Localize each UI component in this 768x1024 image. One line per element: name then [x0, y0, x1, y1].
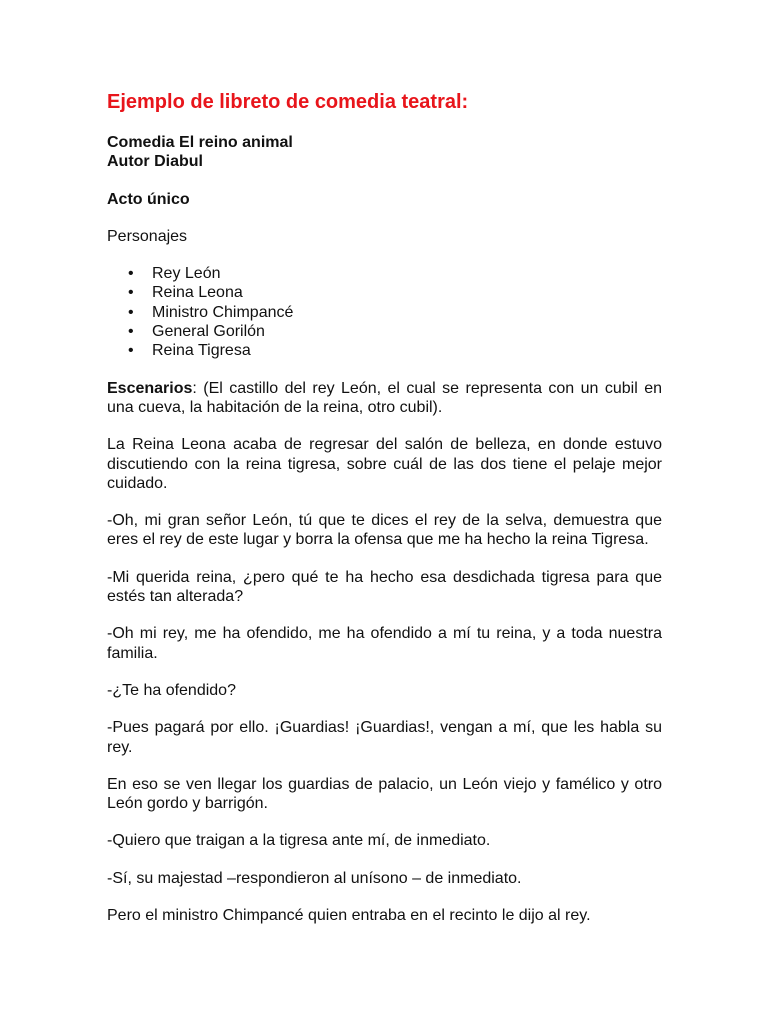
- author-line: Autor Diabul: [107, 153, 203, 171]
- body-paragraph: Pero el ministro Chimpancé quien entraba en el recinto le dijo al rey.: [107, 907, 591, 925]
- body-paragraph: -Mi querida reina, ¿pero qué te ha hecho esa desdichada tigresa para que estés tan alterada?: [107, 568, 662, 606]
- body-paragraph: -Oh, mi gran señor León, tú que te dices el rey de la selva, demuestra que eres el rey de este lugar y borra la ofensa que me ha hecho la reina Tigresa.: [107, 512, 662, 549]
- bullet-icon: •: [128, 303, 134, 321]
- document-page: [107, 90, 662, 943]
- title-block: [107, 133, 662, 172]
- character-name: Ministro Chimpancé: [152, 303, 294, 321]
- body-paragraph: -Quiero que traigan a la tigresa ante mí, de inmediato.: [107, 832, 491, 850]
- bullet-icon: •: [128, 284, 134, 302]
- document-title: Ejemplo de libreto de comedia teatral:: [107, 91, 469, 113]
- list-item: [107, 264, 662, 283]
- body-paragraph: -Pues pagará por ello. ¡Guardias! ¡Guardias!, vengan a mí, que les habla su rey.: [107, 719, 662, 756]
- list-item: [107, 303, 662, 322]
- play-title: Comedia El reino animal: [107, 134, 293, 151]
- body-paragraph: -Oh mi rey, me ha ofendido, me ha ofendido a mí tu reina, y a toda nuestra familia.: [107, 625, 662, 662]
- bullet-icon: •: [128, 265, 134, 283]
- body-paragraph: En eso se ven llegar los guardias de palacio, un León viejo y famélico y otro León gordo y barrigón.: [107, 775, 662, 813]
- characters-list: [107, 264, 662, 360]
- bullet-icon: •: [128, 342, 134, 360]
- characters-heading: Personajes: [107, 227, 188, 245]
- character-name: Reina Tigresa: [152, 342, 251, 360]
- character-name: Rey León: [152, 265, 221, 283]
- body-paragraph: -Sí, su majestad –respondieron al unísono – de inmediato.: [107, 869, 522, 887]
- body-paragraph: La Reina Leona acaba de regresar del salón de belleza, en donde estuvo discutiendo con la reina tigresa, sobre cuál de las dos tiene el pelaje mejor cuidado.: [107, 436, 662, 492]
- list-item: [107, 322, 662, 341]
- list-item: [107, 283, 662, 302]
- character-name: General Gorilón: [152, 323, 265, 341]
- scenery-paragraph: [107, 379, 662, 418]
- bullet-icon: •: [128, 323, 134, 341]
- list-item: [107, 341, 662, 360]
- scenery-text: : (El castillo del rey León, el cual se representa con un cubil en una cueva, la habitación de la reina, otro cubil).: [107, 379, 662, 416]
- scenery-label: Escenarios: [107, 379, 193, 397]
- body-paragraph: -¿Te ha ofendido?: [107, 681, 236, 699]
- act-heading: Acto único: [107, 190, 190, 208]
- character-name: Reina Leona: [152, 284, 243, 302]
